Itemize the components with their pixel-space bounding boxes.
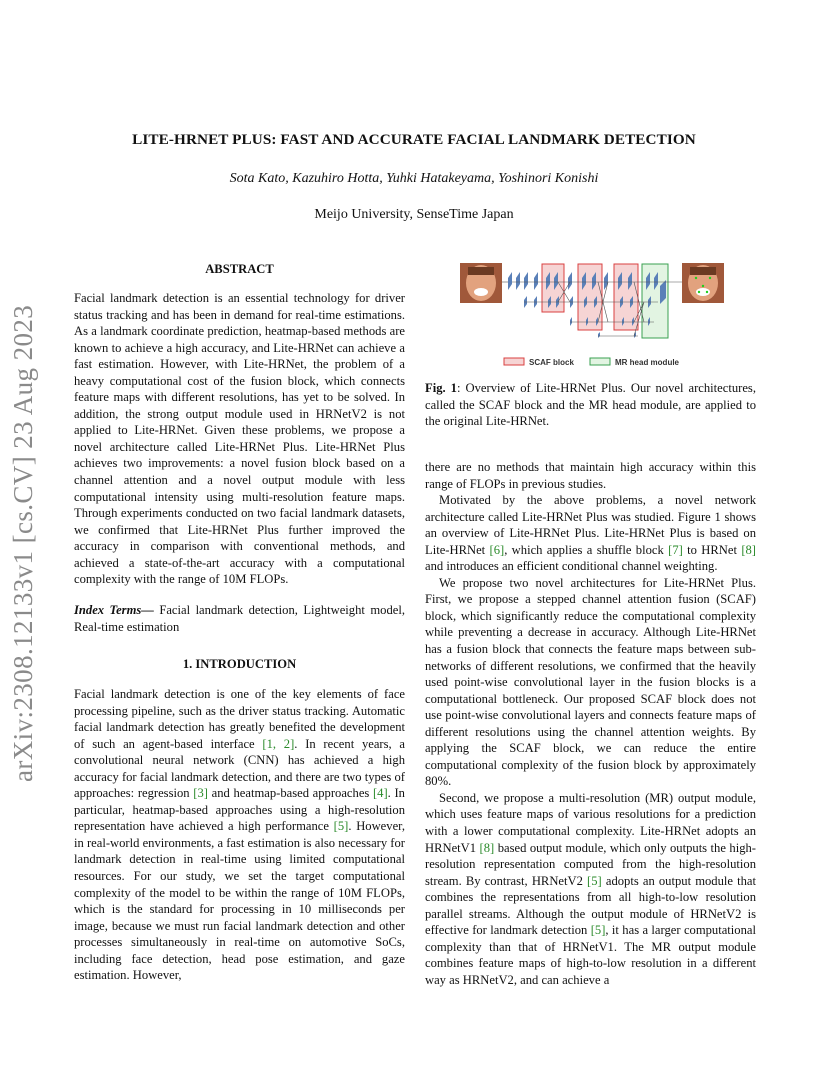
index-terms bbox=[74, 602, 405, 635]
legend-mr-swatch bbox=[590, 358, 610, 365]
legend-scaf-label: SCAF block bbox=[529, 358, 574, 367]
author-list: Sota Kato, Kazuhiro Hotta, Yuhki Hatakeyama, Yoshinori Konishi bbox=[229, 171, 599, 186]
citation-link[interactable]: [7] bbox=[668, 542, 683, 557]
legend-scaf-swatch bbox=[504, 358, 524, 365]
mr-head-module bbox=[642, 264, 668, 338]
paper-title: LITE-HRNET PLUS: FAST AND ACCURATE FACIAL LANDMARK DETECTION bbox=[132, 131, 696, 148]
paragraph: We propose two novel architectures for Lite-HRNet Plus. First, we propose a stepped channel attention fusion (SCAF) block, which significantly reduce the computational complexity while preventing a decrease in accuracy. Although Lite-HRNet has a fusion block that connects the feature maps between sub-networks of different resolutions, we confirmed that the heavily used point-wise convolutional layer in the fusion blocks is a computational bottleneck. Our proposed SCAF block does not use point-wise convolutional layers and connects feature maps of different resolutions using the channel attention weights. By applying the SCAF block, we can reduce the entire computational complexity of the fusion block by approximately 80%. bbox=[425, 575, 756, 789]
citation-link[interactable]: [5] bbox=[587, 873, 602, 888]
intro-paragraph: Facial landmark detection is one of the key elements of face processing pipeline, such as the driver status tracking. Automatic facial landmark detection has greatly benefited the development of such an agent-based interface [1, 2]. In recent years, a convolutional neural network (CNN) has achieved a high accuracy for facial landmark detection, and there are two types of approaches: regression [3] and heatmap-based approaches [4]. In particular, heatmap-based approaches using a high-resolution representation have achieved a high performance [5]. However, in real-world environments, a fast estimation is also necessary for landmark detection in real-time using limited computational resources. For our study, we set the target computational complexity of the model to be within the range of 10M FLOPs, which is the standard for processing in 10 milliseconds per image, because we must run facial landmark detection and other processes simultaneously in real-time on automotive SoCs, including face detection, head pose estimation, and gaze estimation. However, bbox=[74, 687, 406, 983]
index-terms-text: Facial landmark detection, Lightweight model, Real-time estimation bbox=[74, 603, 405, 634]
citation-link[interactable]: [4] bbox=[372, 786, 388, 801]
abstract-heading: ABSTRACT bbox=[205, 262, 274, 276]
citation-link[interactable]: [5] bbox=[333, 819, 349, 834]
index-terms-label: Index Terms— bbox=[74, 603, 154, 617]
architecture-diagram bbox=[458, 258, 728, 378]
output-face-image bbox=[682, 263, 724, 303]
paragraph: Second, we propose a multi-resolution (MR) output module, which uses feature maps of various resolutions for a prediction with a lower computational complexity. Lite-HRNet adopts an HRNetV1 [8] based output module, which only outputs the high-resolution representation computed from the high-resolution stream. By contrast, HRNetV2 [5] adopts an output module that combines the representations from all high-to-low resolution parallel streams. Although the output module of HRNetV2 is effective for landmark detection [5], it has a larger computational complexity than that of HRNetV1. The MR output module combines feature maps of high-to-low resolution in a different way as HRNetV2, and can achieve a bbox=[425, 790, 756, 987]
caption-label: Fig. 1 bbox=[425, 381, 457, 395]
paragraph: Motivated by the above problems, a novel network architecture called Lite-HRNet Plus was studied. Figure 1 shows an overview of Lite-HRNet Plus. Lite-HRNet Plus is based on Lite-HRNet [6], which applies a shuffle block [7] to HRNet [8] and introduces an efficient conditional channel weighting. bbox=[425, 493, 756, 574]
scaf-block-3 bbox=[614, 264, 638, 330]
paragraph: there are no methods that maintain high accuracy within this range of FLOPs in previous studies. bbox=[425, 460, 756, 491]
affiliation: Meijo University, SenseTime Japan bbox=[314, 207, 514, 222]
citation-link[interactable]: [8] bbox=[479, 840, 495, 855]
abstract-text: Facial landmark detection is an essential technology for driver status tracking and has been in demand for real-time estimations. As a landmark coordinate prediction, heatmap-based methods are known to achieve a high accuracy, and Lite-HRNet can achieve a fast estimation. However, with Lite-HRNet, the problem of a heavy computational cost of the fusion block, which connects feature maps with different resolutions, has yet to be solved. In addition, the strong output module used in HRNetV2 is not applied to Lite-HRNet. Given these problems, we propose a novel architecture called Lite-HRNet Plus. Lite-HRNet Plus achieves two improvements: a novel fusion block based on a channel attention and a novel output module with less computational intensity using multi-resolution feature maps. Through experiments conducted on two facial landmark datasets, we confirmed that Lite-HRNet Plus further improved the accuracy in comparison with conventional methods, and achieved a state-of-the-art accuracy with a computational complexity with the range of 10M FLOPs. bbox=[74, 291, 405, 587]
intro-heading: 1. INTRODUCTION bbox=[182, 657, 297, 671]
citation-link[interactable]: [8] bbox=[741, 542, 756, 557]
scaf-block-1 bbox=[542, 264, 564, 312]
intro-body bbox=[74, 686, 405, 984]
abstract-body bbox=[74, 290, 405, 588]
legend-mr-label: MR head module bbox=[615, 358, 680, 367]
right-column-body bbox=[425, 459, 756, 989]
citation-link[interactable]: [5] bbox=[590, 923, 606, 938]
caption-text: : Overview of Lite-HRNet Plus. Our novel architectures, called the SCAF block and the MR head module, are applied to the original Lite-HRNet. bbox=[425, 381, 756, 429]
input-face-image bbox=[460, 263, 502, 303]
citation-link[interactable]: [3] bbox=[193, 786, 208, 801]
citation-link[interactable]: [1, 2] bbox=[262, 736, 295, 751]
arxiv-watermark: arXiv:2308.12133v1 [cs.CV] 23 Aug 2023 bbox=[8, 304, 38, 782]
figure-1 bbox=[458, 258, 728, 378]
figure-caption bbox=[425, 380, 756, 430]
citation-link[interactable]: [6] bbox=[489, 542, 505, 557]
